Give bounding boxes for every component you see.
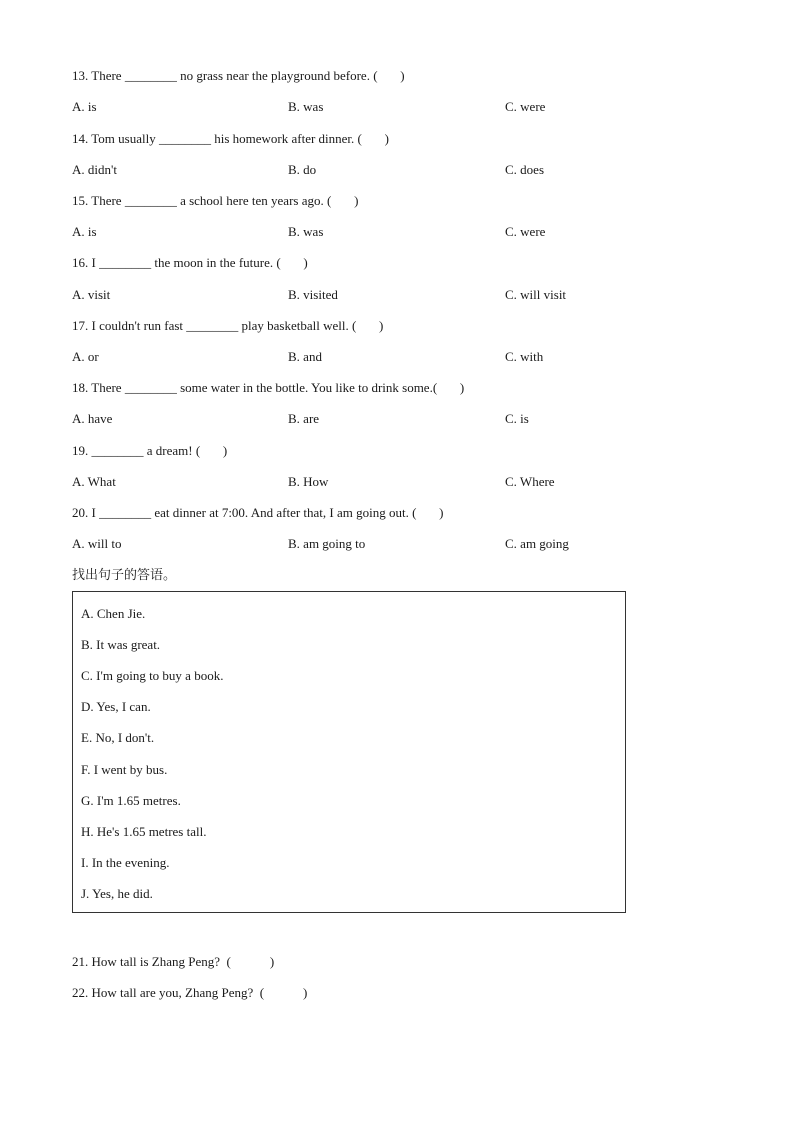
question-14-option-c: C. does	[505, 162, 544, 177]
question-19-option-a: A. What	[72, 474, 116, 489]
question-15: 15. There ________ a school here ten years ago. ( )	[72, 193, 359, 208]
question-13-option-b: B. was	[288, 99, 324, 114]
answer-choice-g: G. I'm 1.65 metres.	[81, 793, 181, 808]
question-16-option-c: C. will visit	[505, 287, 567, 302]
answer-choice-e: E. No, I don't.	[81, 730, 155, 745]
question-14: 14. Tom usually ________ his homework after dinner. ( )	[72, 131, 389, 146]
question-18: 18. There ________ some water in the bottle. You like to drink some.( )	[72, 380, 465, 395]
question-21: 21. How tall is Zhang Peng? ( )	[72, 954, 275, 969]
question-13-option-c: C. were	[505, 99, 546, 114]
answer-choice-h: H. He's 1.65 metres tall.	[81, 824, 207, 839]
question-13-option-a: A. is	[72, 99, 97, 114]
answer-choice-j: J. Yes, he did.	[81, 886, 153, 901]
question-16-option-a: A. visit	[72, 287, 111, 302]
question-17-option-a: A. or	[72, 349, 99, 364]
question-17-option-c: C. with	[505, 349, 544, 364]
answer-choices-box	[72, 591, 626, 913]
question-20-option-a: A. will to	[72, 536, 122, 551]
question-15-option-a: A. is	[72, 224, 97, 239]
section-heading: 找出句子的答语。	[72, 568, 177, 583]
question-15-option-b: B. was	[288, 224, 324, 239]
question-20-option-b: B. am going to	[288, 536, 366, 551]
question-18-option-b: B. are	[288, 411, 320, 426]
answer-choice-i: I. In the evening.	[81, 855, 170, 870]
question-18-option-a: A. have	[72, 411, 113, 426]
question-14-option-b: B. do	[288, 162, 317, 177]
question-17: 17. I couldn't run fast ________ play basketball well. ( )	[72, 318, 384, 333]
question-20: 20. I ________ eat dinner at 7:00. And after that, I am going out. ( )	[72, 505, 444, 520]
question-20-option-c: C. am going	[505, 536, 569, 551]
answer-choice-b: B. It was great.	[81, 637, 161, 652]
question-19-option-b: B. How	[288, 474, 329, 489]
answer-choice-a: A. Chen Jie.	[81, 606, 146, 621]
question-15-option-c: C. were	[505, 224, 546, 239]
question-13: 13. There ________ no grass near the playground before. ( )	[72, 68, 405, 83]
question-18-option-c: C. is	[505, 411, 529, 426]
question-16-option-b: B. visited	[288, 287, 338, 302]
question-19: 19. ________ a dream! ( )	[72, 443, 228, 458]
question-17-option-b: B. and	[288, 349, 322, 364]
question-14-option-a: A. didn't	[72, 162, 117, 177]
answer-choice-f: F. I went by bus.	[81, 762, 168, 777]
answer-choice-c: C. I'm going to buy a book.	[81, 668, 224, 683]
question-16: 16. I ________ the moon in the future. ( )	[72, 255, 308, 270]
question-19-option-c: C. Where	[505, 474, 555, 489]
answer-choice-d: D. Yes, I can.	[81, 699, 151, 714]
question-22: 22. How tall are you, Zhang Peng? ( )	[72, 985, 308, 1000]
